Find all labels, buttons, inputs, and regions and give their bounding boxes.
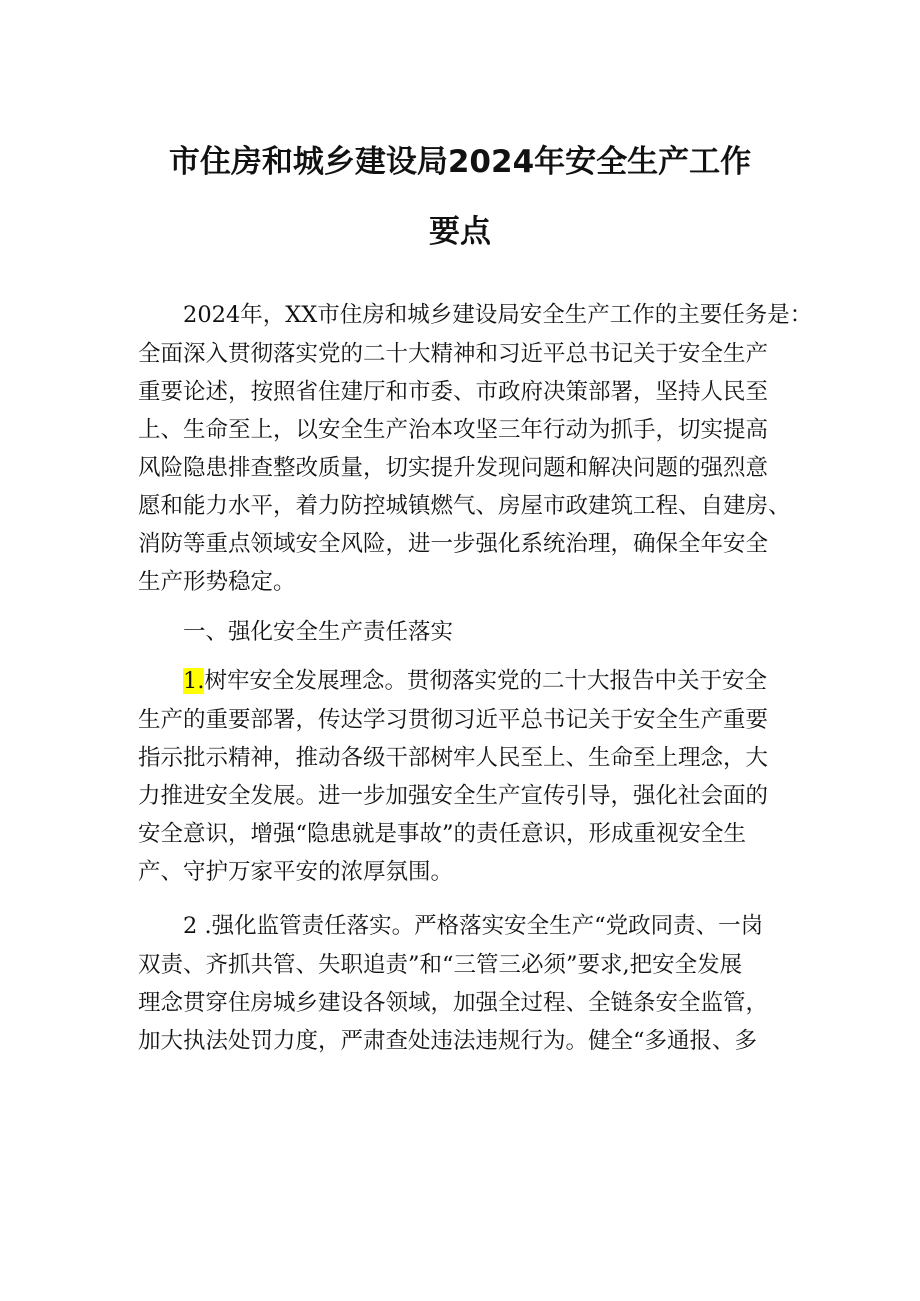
item-1-line-4: 力推进安全发展。进一步加强安全生产宣传引导，强化社会面的	[138, 783, 769, 809]
item-2-line-4: 加大执法处罚力度，严肃查处违法违规行为。健全“多通报、多	[138, 1028, 758, 1054]
item-1-first-text: 树牢安全发展理念。贯彻落实党的二十大报告中关于安全	[204, 668, 767, 694]
item-1-first-line	[183, 666, 767, 696]
item-2-line-3: 理念贯穿住房城乡建设各领域，加强全过程、全链条安全监管，	[138, 990, 769, 1016]
section-heading-1: 一、强化安全生产责任落实	[183, 619, 454, 645]
item-2-line-2: 双责、齐抓共管、失职追责”和“三管三必须”要求,把安全发展	[138, 952, 743, 978]
intro-line-4: 上、生命至上，以安全生产治本攻坚三年行动为抓手，切实提高	[138, 417, 769, 443]
item-2-first-line: 2 .强化监管责任落实。严格落实安全生产“党政同责、一岗	[183, 913, 764, 939]
item-1-line-2: 生产的重要部署，传达学习贯彻习近平总书记关于安全生产重要	[138, 707, 769, 733]
intro-line-1: 2024年，XX市住房和城乡建设局安全生产工作的主要任务是：	[183, 302, 813, 328]
intro-line-5: 风险隐患排查整改质量，切实提升发现问题和解决问题的强烈意	[138, 455, 769, 481]
intro-line-8: 生产形势稳定。	[138, 569, 296, 595]
intro-line-6: 愿和能力水平，着力防控城镇燃气、房屋市政建筑工程、自建房、	[138, 493, 791, 519]
document-title-line-2: 要点	[429, 214, 491, 250]
item-1-line-5: 安全意识，增强“隐患就是事故”的责任意识，形成重视安全生	[138, 821, 747, 847]
item-1-line-3: 指示批示精神，推动各级干部树牢人民至上、生命至上理念，大	[138, 745, 769, 771]
intro-line-3: 重要论述，按照省住建厅和市委、市政府决策部署，坚持人民至	[138, 379, 769, 405]
intro-line-7: 消防等重点领域安全风险，进一步强化系统治理，确保全年安全	[138, 531, 769, 557]
item-1-line-6: 产、守护万家平安的浓厚氛围。	[138, 859, 454, 885]
document-title-line-1: 市住房和城乡建设局2024年安全生产工作	[168, 144, 752, 180]
item-1-number: 1.	[183, 668, 205, 694]
intro-line-2: 全面深入贯彻落实党的二十大精神和习近平总书记关于安全生产	[138, 341, 769, 367]
